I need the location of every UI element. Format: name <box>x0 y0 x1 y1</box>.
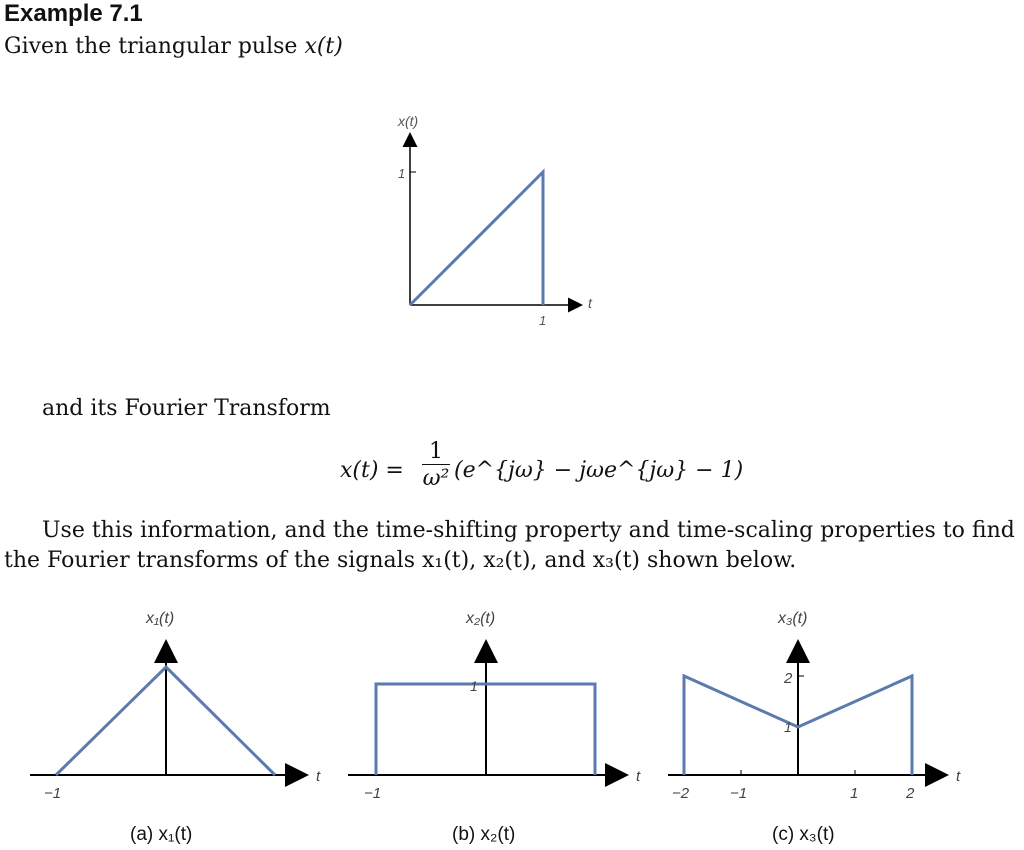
subplot-b-ytick: 1 <box>470 678 478 694</box>
intro-sentence: Given the triangular pulse <box>4 34 305 59</box>
subplot-a-xlabel: t <box>316 768 321 785</box>
subplot-c-caption: (c) x₃(t) <box>772 824 835 845</box>
main-signal <box>410 172 543 305</box>
subplot-c-ylabel: x₃(t) <box>778 610 808 627</box>
subplot-c-xlabel: t <box>956 768 961 785</box>
subplot-b-xlabel: t <box>636 768 641 785</box>
main-figure <box>380 110 620 340</box>
equation-numerator: 1 <box>422 440 450 465</box>
intro-symbol: x(t) <box>304 34 343 59</box>
subplot-b-ylabel: x₂(t) <box>466 610 496 627</box>
subplot-b-xtick: −1 <box>364 785 382 802</box>
main-ylabel: x(t) <box>398 113 419 129</box>
main-xlabel: t <box>588 295 592 311</box>
equation-denominator: ω² <box>422 466 450 491</box>
main-ytick: 1 <box>398 166 406 181</box>
example-title: Example 7.1 <box>4 0 143 27</box>
subplot-c-xtick-2: 2 <box>906 785 915 802</box>
fourier-equation <box>340 440 760 500</box>
subplot-b-caption: (b) x₂(t) <box>452 824 516 845</box>
intro-text <box>4 34 343 59</box>
equation-lhs: x(t) = <box>340 458 404 483</box>
instructions-line-1: Use this information, and the time-shifting property and time-scaling properties to find <box>42 518 1015 543</box>
equation-rhs: (e^{jω} − jωe^{jω} − 1) <box>454 458 744 483</box>
transform-intro: and its Fourier Transform <box>42 396 331 421</box>
subplot-c-xtick-neg1: −1 <box>730 785 748 802</box>
subplot-c-xtick-neg2: −2 <box>672 785 690 802</box>
subplot-c-ytick-1: 1 <box>784 719 792 735</box>
subplot-c-xtick-1: 1 <box>850 785 859 802</box>
subplot-a-caption: (a) x₁(t) <box>130 824 193 845</box>
subplot-a <box>20 605 340 850</box>
subplot-a-xtick: −1 <box>44 785 62 802</box>
subplot-b <box>340 605 660 850</box>
subplot-a-ylabel: x₁(t) <box>146 610 175 627</box>
instructions-line-2: the Fourier transforms of the signals x₁(t), x₂(t), and x₃(t) shown below. <box>4 548 797 573</box>
subplot-c <box>660 605 980 850</box>
subplot-c-ytick-2: 2 <box>784 670 793 687</box>
main-xtick: 1 <box>539 313 547 328</box>
